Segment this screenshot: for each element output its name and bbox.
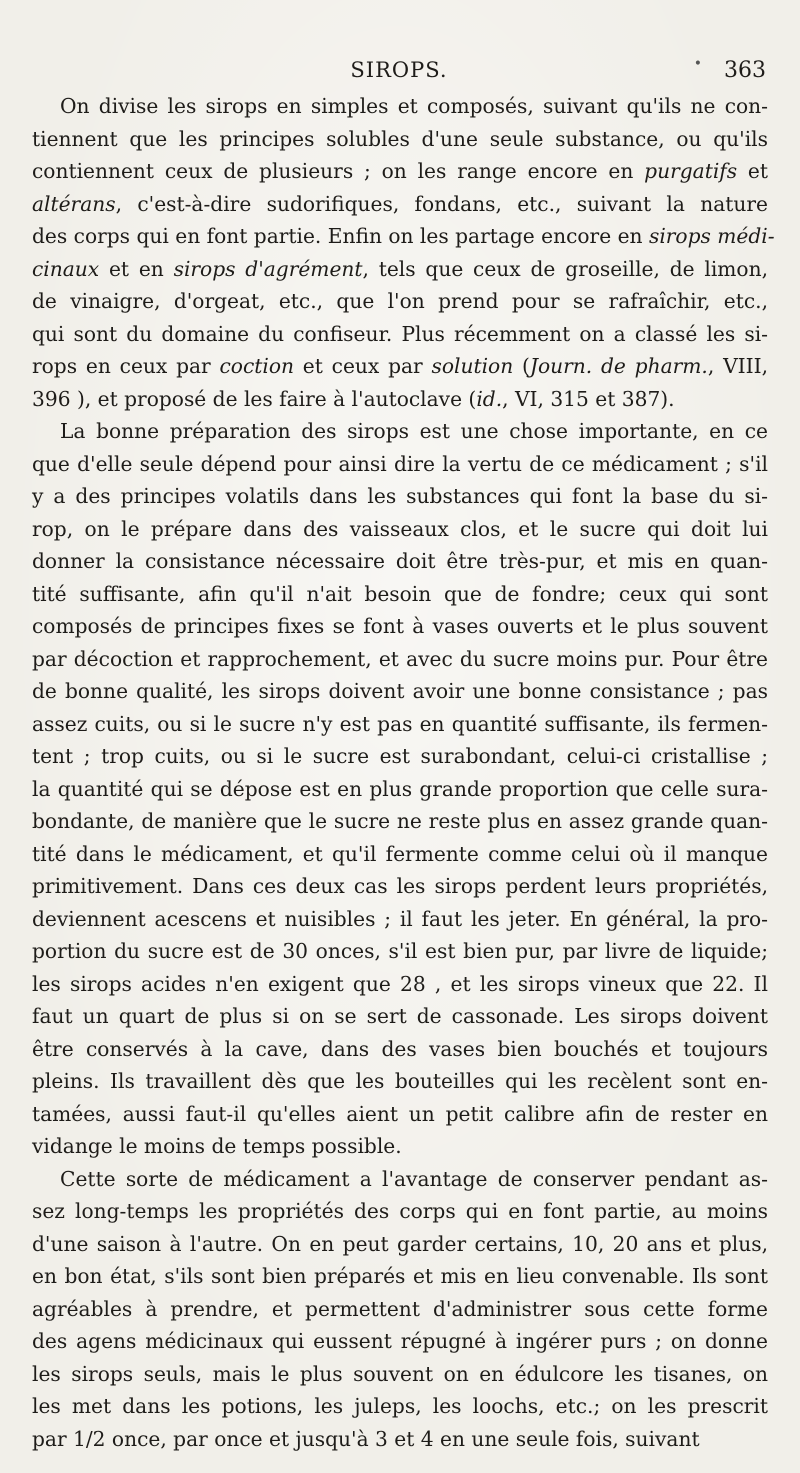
italic-text: purgatifs bbox=[644, 159, 738, 183]
text-line bbox=[32, 415, 768, 448]
text-line bbox=[32, 90, 768, 123]
italic-text: solution bbox=[431, 354, 514, 378]
text-line bbox=[32, 1130, 768, 1163]
text-run: 396 ), et proposé de les faire à l'autoclave ( bbox=[32, 386, 477, 411]
paragraph bbox=[32, 415, 768, 1163]
text-run: faut un quart de plus si on se sert de cassonade. Les sirops doivent bbox=[32, 1004, 768, 1028]
text-line bbox=[32, 578, 768, 611]
text-run: sez long-temps les propriétés des corps qui en font partie, au moins bbox=[32, 1199, 768, 1223]
text-line bbox=[32, 220, 775, 253]
text-line bbox=[32, 1195, 768, 1228]
text-run: rops en ceux par bbox=[32, 354, 220, 378]
text-run: être conservés à la cave, dans des vases bien bouchés et toujours bbox=[32, 1036, 768, 1061]
text-line bbox=[32, 1325, 768, 1358]
text-line bbox=[32, 1163, 768, 1196]
text-line bbox=[32, 383, 768, 416]
text-line bbox=[32, 740, 768, 773]
text-line bbox=[32, 1098, 768, 1131]
text-line bbox=[32, 1065, 768, 1098]
text-line bbox=[32, 448, 768, 481]
text-run: deviennent acescens et nuisibles ; il faut les jeter. En général, la pro- bbox=[32, 906, 768, 931]
page-number: 363 bbox=[724, 58, 766, 83]
text-run: , tels que ceux de groseille, de limon, bbox=[362, 256, 768, 281]
text-run: qui sont du domaine du confiseur. Plus récemment on a classé les si- bbox=[32, 321, 768, 346]
text-run: donner la consistance nécessaire doit être très-pur, et mis en quan- bbox=[32, 549, 768, 573]
text-line bbox=[32, 1390, 768, 1423]
text-run: vidange le moins de temps possible. bbox=[32, 1134, 402, 1158]
text-line bbox=[32, 513, 768, 546]
text-line bbox=[32, 350, 768, 383]
italic-text: cinaux bbox=[32, 256, 100, 281]
text-line bbox=[32, 903, 768, 936]
text-line bbox=[32, 675, 768, 708]
text-run: La bonne préparation des sirops est une chose importante, en ce bbox=[60, 419, 768, 443]
text-line bbox=[32, 838, 768, 871]
text-run: et bbox=[737, 159, 768, 183]
text-run: des corps qui en font partie. Enfin on les partage encore en bbox=[32, 224, 649, 248]
italic-text: id. bbox=[476, 386, 503, 411]
text-run: , c'est-à-dire sudorifiques, fondans, etc., suivant la nature bbox=[115, 191, 768, 216]
text-run: assez cuits, ou si le sucre n'y est pas en quantité suffisante, ils fermen- bbox=[32, 711, 768, 736]
text-line bbox=[32, 1423, 768, 1456]
text-run: par décoction et rapprochement, et avec du sucre moins pur. Pour être bbox=[32, 646, 768, 671]
text-line bbox=[32, 253, 768, 286]
text-line bbox=[32, 1000, 768, 1033]
page-header bbox=[32, 58, 766, 92]
text-run: ( bbox=[513, 354, 530, 378]
text-run: de vinaigre, d'orgeat, etc., que l'on prend pour se rafraîchir, etc., bbox=[32, 289, 768, 313]
text-run: par 1/2 once, par once et jusqu'à 3 et 4 en une seule fois, suivant bbox=[32, 1426, 700, 1451]
paragraph bbox=[32, 90, 775, 415]
text-run: tité suffisante, afin qu'il n'ait besoin que de fondre; ceux qui sont bbox=[32, 581, 768, 606]
text-line bbox=[32, 610, 768, 643]
text-run: des agens médicinaux qui eussent répugné à ingérer purs ; on donne bbox=[32, 1329, 768, 1353]
text-line bbox=[32, 1358, 768, 1391]
text-run: et ceux par bbox=[293, 354, 432, 378]
text-run: agréables à prendre, et permettent d'administrer sous cette forme bbox=[32, 1296, 768, 1321]
text-line bbox=[32, 935, 768, 968]
text-run: contiennent ceux de plusieurs ; on les range encore en bbox=[32, 159, 645, 183]
text-run: On divise les sirops en simples et composés, suivant qu'ils ne con- bbox=[60, 94, 768, 118]
paragraph bbox=[32, 1163, 768, 1456]
text-run: tent ; trop cuits, ou si le sucre est surabondant, celui-ci cristallise ; bbox=[32, 744, 768, 768]
text-run: , VIII, bbox=[707, 354, 768, 378]
text-run: composés de principes fixes se font à vases ouverts et le plus souvent bbox=[32, 614, 768, 638]
text-run: rop, on le prépare dans des vaisseaux clos, et le sucre qui doit lui bbox=[32, 516, 768, 541]
italic-text: sirops médi- bbox=[648, 224, 775, 248]
text-line bbox=[32, 1293, 768, 1326]
text-run: que d'elle seule dépend pour ainsi dire la vertu de ce médicament ; s'il bbox=[32, 451, 768, 476]
text-run: de bonne qualité, les sirops doivent avoir une bonne consistance ; pas bbox=[32, 679, 768, 703]
running-head: SIROPS. bbox=[350, 58, 448, 82]
italic-text: sirops d'agrément bbox=[173, 256, 363, 281]
italic-text: coction bbox=[219, 354, 294, 378]
italic-text: Journ. de pharm. bbox=[529, 354, 708, 378]
text-line bbox=[32, 805, 768, 838]
text-line bbox=[32, 1260, 768, 1293]
text-line bbox=[32, 1033, 768, 1066]
text-line bbox=[32, 545, 768, 578]
text-run: primitivement. Dans ces deux cas les sirops perdent leurs propriétés, bbox=[32, 874, 768, 898]
text-run: tiennent que les principes solubles d'une seule substance, ou qu'ils bbox=[32, 126, 768, 151]
text-line bbox=[32, 123, 768, 156]
text-line bbox=[32, 188, 768, 221]
text-run: et en bbox=[99, 256, 174, 281]
text-line bbox=[32, 480, 768, 513]
text-run: les sirops seuls, mais le plus souvent on en édulcore les tisanes, on bbox=[32, 1361, 768, 1386]
text-line bbox=[32, 773, 768, 806]
text-line bbox=[32, 285, 768, 318]
text-run: portion du sucre est de 30 onces, s'il est bien pur, par livre de liquide; bbox=[32, 939, 768, 963]
printer-mark: • bbox=[693, 56, 702, 72]
text-line bbox=[32, 643, 768, 676]
text-run: Cette sorte de médicament a l'avantage de conserver pendant as- bbox=[60, 1166, 768, 1191]
body-text bbox=[32, 90, 775, 1455]
text-run: tité dans le médicament, et qu'il fermente comme celui où il manque bbox=[32, 841, 768, 866]
text-run: , VI, 315 et 387). bbox=[502, 386, 675, 411]
text-run: les met dans les potions, les juleps, les loochs, etc.; on les prescrit bbox=[32, 1394, 768, 1418]
text-run: les sirops acides n'en exigent que 28 , et les sirops vineux que 22. Il bbox=[32, 971, 768, 996]
text-run: en bon état, s'ils sont bien préparés et mis en lieu convenable. Ils sont bbox=[32, 1264, 768, 1288]
italic-text: altérans bbox=[32, 191, 116, 216]
text-line bbox=[32, 968, 768, 1001]
text-line bbox=[32, 155, 768, 188]
text-line bbox=[32, 1228, 768, 1261]
text-run: pleins. Ils travaillent dès que les bouteilles qui les recèlent sont en- bbox=[32, 1069, 768, 1093]
text-run: tamées, aussi faut-il qu'elles aient un petit calibre afin de rester en bbox=[32, 1101, 768, 1126]
text-run: la quantité qui se dépose est en plus grande proportion que celle sura- bbox=[32, 776, 768, 801]
text-line bbox=[32, 708, 768, 741]
text-run: d'une saison à l'autre. On en peut garder certains, 10, 20 ans et plus, bbox=[32, 1231, 768, 1256]
text-line bbox=[32, 870, 768, 903]
text-line bbox=[32, 318, 768, 351]
text-run: y a des principes volatils dans les substances qui font la base du si- bbox=[32, 484, 768, 508]
text-run: bondante, de manière que le sucre ne reste plus en assez grande quan- bbox=[32, 809, 768, 833]
